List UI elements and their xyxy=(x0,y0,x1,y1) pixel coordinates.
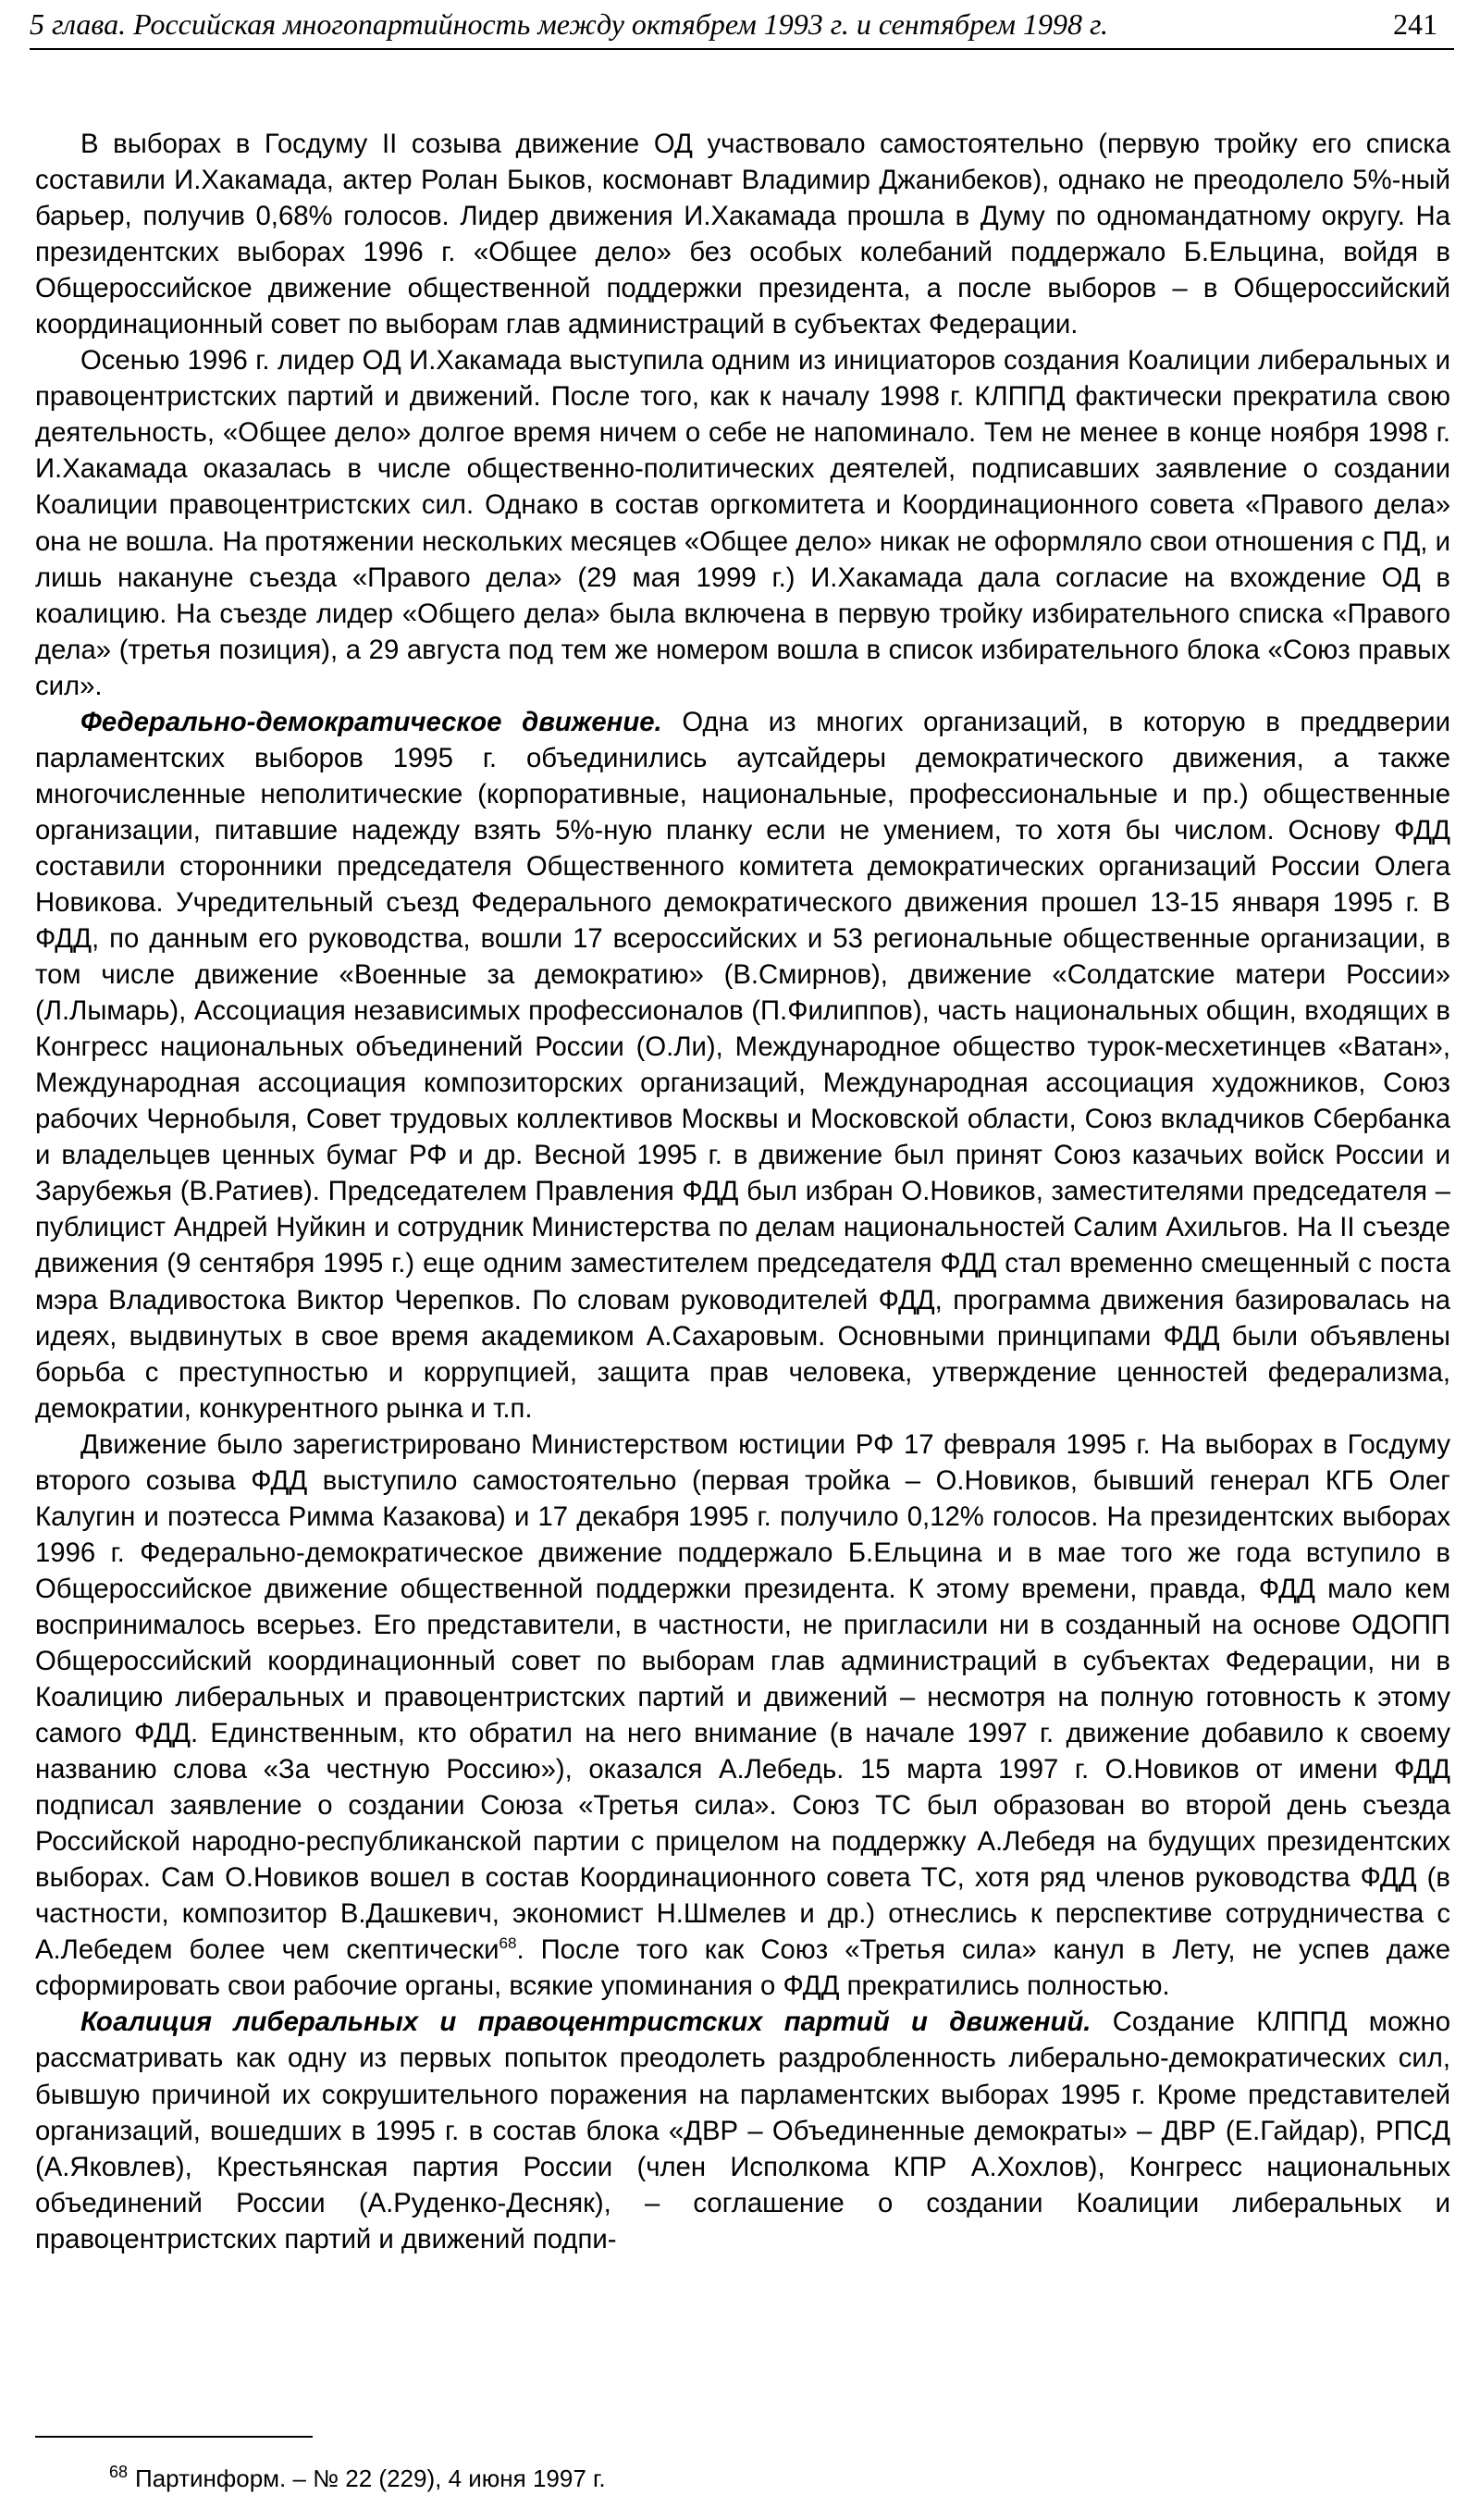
body-text xyxy=(35,126,1450,2257)
paragraph-text: В выборах в Госдуму II созыва движение ОД участвовало самостоятельно (первую тройку его списка составили И.Хакамада, актер Ролан Быков, космонавт Владимир Джанибеков), однако не преодолело 5%-ный барьер, получив 0,68% голосов. Лидер движения И.Хакамада прошла в Думу по одномандатному округу. На президентских выборах 1996 г. «Общее дело» без особых колебаний поддержало Б.Ельцина, войдя в Общероссийское движение общественной поддержки президента, а после выборов – в Общероссийский координационный совет по выборам глав администраций в субъектах Федерации. xyxy=(35,129,1450,340)
running-title: 5 глава. Российская многопартийность между октябрем 1993 г. и сентябрем 1998 г. xyxy=(30,7,1109,41)
section-heading-fdd: Федерально-демократическое движение. xyxy=(80,706,662,737)
paragraph-3 xyxy=(35,704,1450,1427)
paragraph-text: Создание КЛППД можно рассматривать как одну из первых попыток преодолеть раздробленность либерально-демократических сил, бывшую причиной их сокрушительного поражения на парламентских выборах 1995 г. Кроме представителей организаций, вошедших в 1995 г. в состав блока «ДВР – Объединенные демократы» – ДВР (Е.Гайдар), РПСД (А.Яковлев), Крестьянская партия России (член Исполкома КПР А.Хохлов), Конгресс национальных объединений России (А.Руденко-Десняк), – соглашение о создании Коалиции либеральных и правоцентристских партий и движений подпи- xyxy=(35,2007,1450,2254)
footnote-divider xyxy=(35,2436,313,2438)
footnote-text: Партинформ. – № 22 (229), 4 июня 1997 г. xyxy=(135,2464,606,2492)
paragraph-text: Движение было зарегистрировано Министерством юстиции РФ 17 февраля 1995 г. На выборах в Госдуму второго созыва ФДД выступило самостоятельно (первая тройка – О.Новиков, бывший генерал КГБ Олег Калугин и поэтесса Римма Казакова) и 17 декабря 1995 г. получило 0,12% голосов. На президентских выборах 1996 г. Федерально-демократическое движение поддержало Б.Ельцина и в мае того же года вступило в Общероссийское движение общественной поддержки президента. К этому времени, правда, ФДД мало кем воспринималось всерьез. Его представители, в частности, не пригласили ни в созданный на основе ОДОПП Общероссийский координационный совет по выборам глав администраций в субъектах Федерации, ни в Коалицию либеральных и правоцентристских партий и движений – несмотря на полную готовность к этому самого ФДД. Единственным, кто обратил на него внимание (в начале 1997 г. движение добавило к своему названию слова «За честную Россию»), оказался А.Лебедь. 15 марта 1997 г. О.Новиков от имени ФДД подписал заявление о создании Союза «Третья сила». Союз ТС был образован во второй день съезда Российской народно-республиканской партии с прицелом на поддержку А.Лебедя на будущих президентских выборах. Сам О.Новиков вошел в состав Координационного совета ТС, хотя ряд членов руководства ФДД (в частности, композитор В.Дашкевич, экономист Н.Шмелев и др.) отнеслись к перспективе сотрудничества с А.Лебедем более чем скептически xyxy=(35,1428,1450,1966)
paragraph-5 xyxy=(35,2004,1450,2256)
paragraph-1 xyxy=(35,126,1450,342)
running-header xyxy=(30,2,1454,50)
paragraph-text-tail: . После того как Союз «Третья сила» канул в Лету, не успев даже сформировать свои рабочие органы, всякие упоминания о ФДД прекратились полностью. xyxy=(35,1934,1450,2002)
footnote xyxy=(109,2464,606,2493)
paragraph-4 xyxy=(35,1427,1450,2005)
footnote-reference[interactable]: 68 xyxy=(499,1934,517,1953)
paragraph-text: Одна из многих организаций, в которую в преддверии парламентских выборов 1995 г. объединились аутсайдеры демократического движения, а также многочисленные неполитические (корпоративные, национальные, профессиональные и пр.) общественные организации, питавшие надежду взять 5%-ную планку если не умением, то хотя бы числом. Основу ФДД составили сторонники председателя Общественного комитета демократических организаций России Олега Новикова. Учредительный съезд Федерального демократического движения прошел 13-15 января 1995 г. В ФДД, по данным его руководства, вошли 17 всероссийских и 53 региональные общественные организации, в том числе движение «Военные за демократию» (В.Смирнов), движение «Солдатские матери России» (Л.Лымарь), Ассоциация независимых профессионалов (П.Филиппов), часть национальных общин, входящих в Конгресс национальных объединений России (О.Ли), Международное общество турок-месхетинцев «Ватан», Международная ассоциация композиторских организаций, Международная ассоциация художников, Союз рабочих Чернобыля, Совет трудовых коллективов Москвы и Московской области, Союз вкладчиков Сбербанка и владельцев ценных бумаг РФ и др. Весной 1995 г. в движение был принят Союз казачьих войск России и Зарубежья (В.Ратиев). Председателем Правления ФДД был избран О.Новиков, заместителями председателя – публицист Андрей Нуйкин и сотрудник Министерства по делам национальностей Салим Ахильгов. На II съезде движения (9 сентября 1995 г.) еще одним заместителем председателя ФДД стал временно смещенный с поста мэра Владивостока Виктор Черепков. По словам руководителей ФДД, программа движения базировалась на идеях, выдвинутых в свое время академиком А.Сахаровым. Основными принципами ФДД были объявлены борьба с преступностью и коррупцией, защита прав человека, утверждение ценностей федерализма, демократии, конкурентного рынка и т.п. xyxy=(35,706,1450,1424)
section-heading-klppd: Коалиция либеральных и правоцентристских партий и движений. xyxy=(80,2007,1092,2038)
paragraph-text: Осенью 1996 г. лидер ОД И.Хакамада выступила одним из инициаторов создания Коалиции либеральных и правоцентристских партий и движений. После того, как к началу 1998 г. КЛППД фактически прекратила свою деятельность, «Общее дело» долгое время ничем о себе не напоминало. Тем не менее в конце ноября 1998 г. И.Хакамада оказалась в числе общественно-политических деятелей, подписавших заявление о создании Коалиции правоцентристских сил. Однако в состав оргкомитета и Координационного совета «Правого дела» она не вошла. На протяжении нескольких месяцев «Общее дело» никак не оформляло свои отношения с ПД, и лишь накануне съезда «Правого дела» (29 мая 1999 г.) И.Хакамада дала согласие на вхождение ОД в коалицию. На съезде лидер «Общего дела» была включена в первую тройку избирательного списка «Правого дела» (третья позиция), а 29 августа под тем же номером вошла в список избирательного блока «Союз правых сил». xyxy=(35,345,1450,701)
paragraph-2 xyxy=(35,342,1450,703)
page-number: 241 xyxy=(1393,7,1437,41)
footnote-number: 68 xyxy=(109,2463,129,2482)
